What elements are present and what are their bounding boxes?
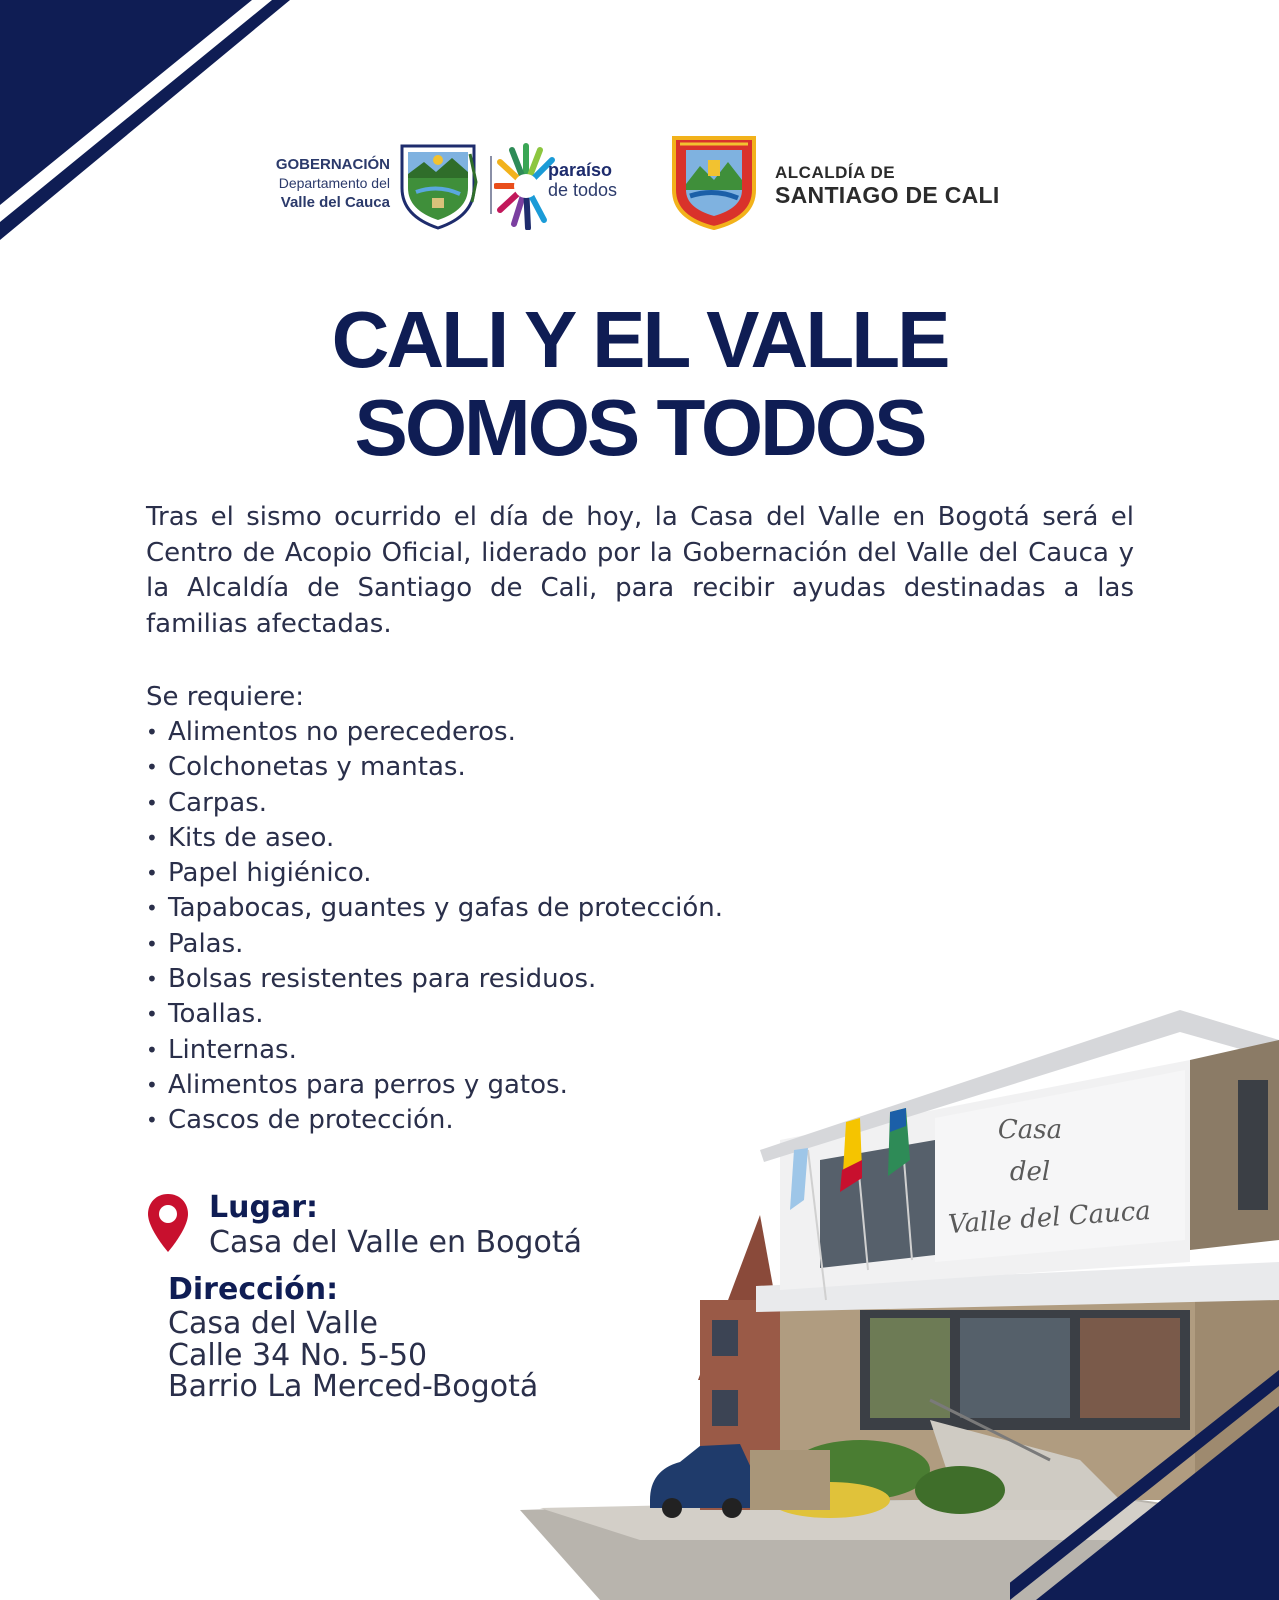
sign-line2: del	[1009, 1157, 1051, 1187]
alcaldia-line1: ALCALDÍA DE	[775, 163, 896, 182]
list-item: • Colchonetas y mantas.	[146, 750, 723, 785]
address-label: Dirección:	[168, 1272, 339, 1307]
list-item: • Linternas.	[146, 1033, 723, 1068]
list-item: • Bolsas resistentes para residuos.	[146, 962, 723, 997]
gobernacion-line3: Valle del Cauca	[280, 194, 390, 211]
list-item: • Cascos de protección.	[146, 1103, 723, 1138]
alcaldia-line2: SANTIAGO DE CALI	[775, 182, 1000, 208]
intro-paragraph: Tras el sismo ocurrido el día de hoy, la Casa del Valle en Bogotá será el Centro de Acopio Oficial, liderado por la Gobernación del Valle del Cauca y la Alcaldía de Santiago de Cali, para recibir ayudas destinadas a las familias afectadas.	[146, 502, 1134, 639]
list-item: • Alimentos para perros y gatos.	[146, 1068, 723, 1103]
list-item: • Alimentos no perecederos.	[146, 715, 723, 750]
paraiso-line1: paraíso	[548, 160, 613, 180]
list-item: • Toallas.	[146, 997, 723, 1032]
title-line2: SOMOS TODOS	[354, 383, 925, 472]
sign-line3: Valle del Cauca	[947, 1195, 1152, 1241]
list-item: • Carpas.	[146, 786, 723, 821]
list-item: • Palas.	[146, 927, 723, 962]
title-line1: CALI Y EL VALLE	[331, 295, 948, 384]
paraiso-line2: de todos	[548, 180, 618, 200]
address-line: Casa del Valle	[168, 1306, 378, 1341]
sign-line1: Casa	[997, 1115, 1063, 1145]
list-item: • Kits de aseo.	[146, 821, 723, 856]
gobernacion-line1: GOBERNACIÓN	[275, 156, 390, 173]
requirements-title: Se requiere:	[146, 682, 304, 712]
address-line: Calle 34 No. 5-50	[168, 1337, 428, 1373]
location-value: Casa del Valle en Bogotá	[209, 1225, 582, 1260]
address-line: Barrio La Merced-Bogotá	[168, 1369, 539, 1404]
list-item: • Papel higiénico.	[146, 856, 723, 891]
bottom-right-corner-decoration	[1010, 1370, 1279, 1600]
list-item: • Tapabocas, guantes y gafas de protección.	[146, 891, 723, 926]
gobernacion-line2: Departamento del	[278, 175, 390, 191]
location-label: Lugar:	[209, 1190, 318, 1225]
